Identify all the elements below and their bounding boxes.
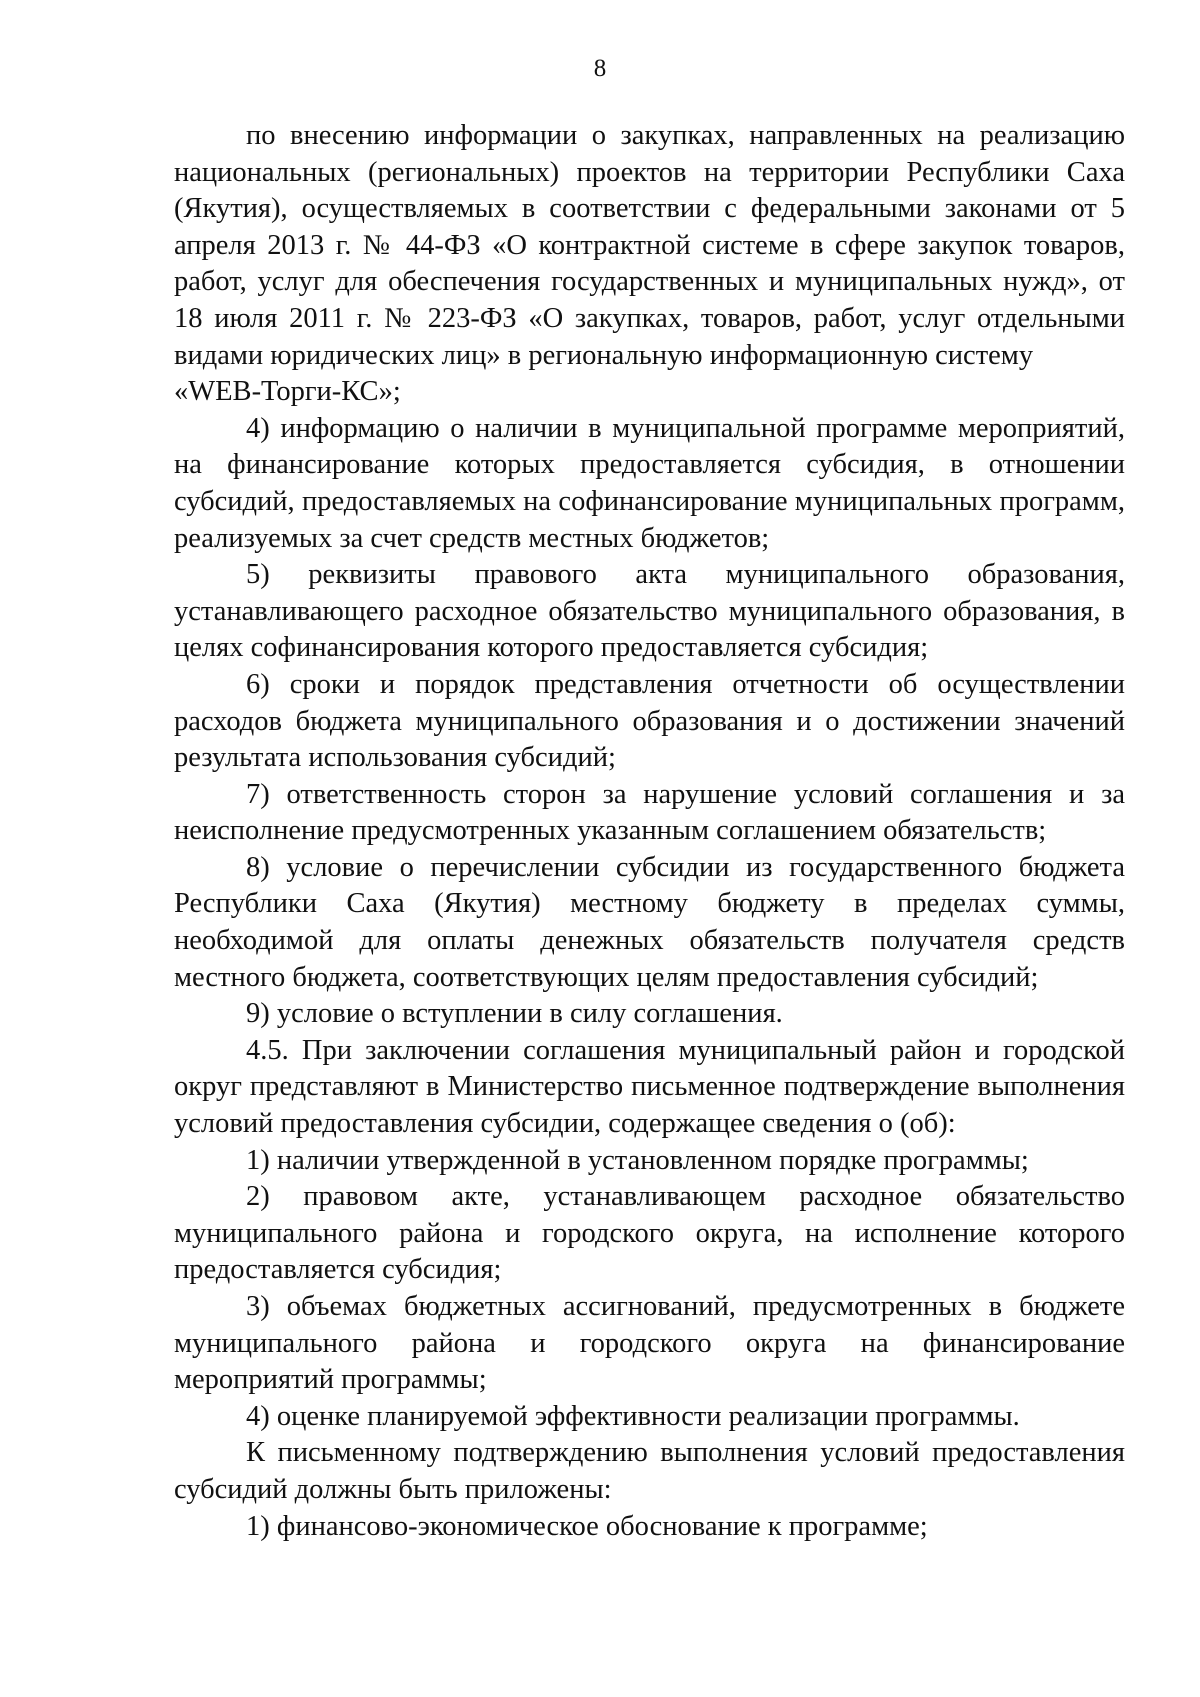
list-item: 4) информацию о наличии в муниципальной программе мероприятий, на финансирование которых предоставляется субсидия, в отношении субсидий, предоставляемых на софинансирование муниципальных программ, реализуемых за счет средств местных бюджетов; [174,412,1125,554]
document-body [174,118,1125,1545]
list-item: 2) правовом акте, устанавливающем расходное обязательство муниципального района и городского округа, на исполнение которого предоставляется субсидия; [174,1181,1125,1286]
list-item: 8) условие о перечислении субсидии из государственного бюджета Республики Саха (Якутия) местному бюджету в пределах суммы, необходимой для оплаты денежных обязательств получателя средств местного бюджета, соответствующих целям предоставления субсидий; [174,851,1125,993]
paragraph-purchases-info: по внесению информации о закупках, направленных на реализацию национальных (региональных) проектов на территории Республики Саха (Якутия), осуществляемых в соответствии с федеральными законами от 5 апреля 2013 г. № 44-ФЗ «О контрактной системе в сфере закупок товаров, работ, услуг для обеспечения государственных и муниципальных нужд», от 18 июля 2011 г. № 223-ФЗ «О закупках, товаров, работ, услуг отдельными видами юридических лиц» в региональную информационную систему [174,120,1125,371]
list-item: 1) финансово-экономическое обоснование к программе; [246,1510,928,1542]
list-item: 5) реквизиты правового акта муниципального образования, устанавливающего расходное обязательство муниципального образования, в целях софинансирования которого предоставляется субсидия; [174,559,1125,664]
section-clause-4-5: 4.5. При заключении соглашения муниципальный район и городской округ представляют в Министерство письменное подтверждение выполнения условий предоставления субсидии, содержащее сведения о (об): [174,1034,1125,1140]
list-item: 6) сроки и порядок представления отчетности об осуществлении расходов бюджета муниципального образования и о достижении значений результата использования субсидий; [174,668,1125,774]
list-item: 9) условие о вступлении в силу соглашения. [246,998,783,1030]
list-item: 3) объемах бюджетных ассигнований, предусмотренных в бюджете муниципального района и городского округа на финансирование мероприятий программы; [174,1291,1125,1396]
list-item: 1) наличии утвержденной в установленном порядке программы; [246,1144,1029,1176]
paragraph-attachments-intro: К письменному подтверждению выполнения условий предоставления субсидий должны быть приложены: [174,1437,1125,1505]
list-item: 4) оценке планируемой эффективности реализации программы. [246,1400,1020,1432]
page-number: 8 [593,55,607,82]
paragraph-system-name: «WEB-Торги-КС»; [174,376,401,408]
list-item: 7) ответственность сторон за нарушение условий соглашения и за неисполнение предусмотренных указанным соглашением обязательств; [174,778,1125,847]
